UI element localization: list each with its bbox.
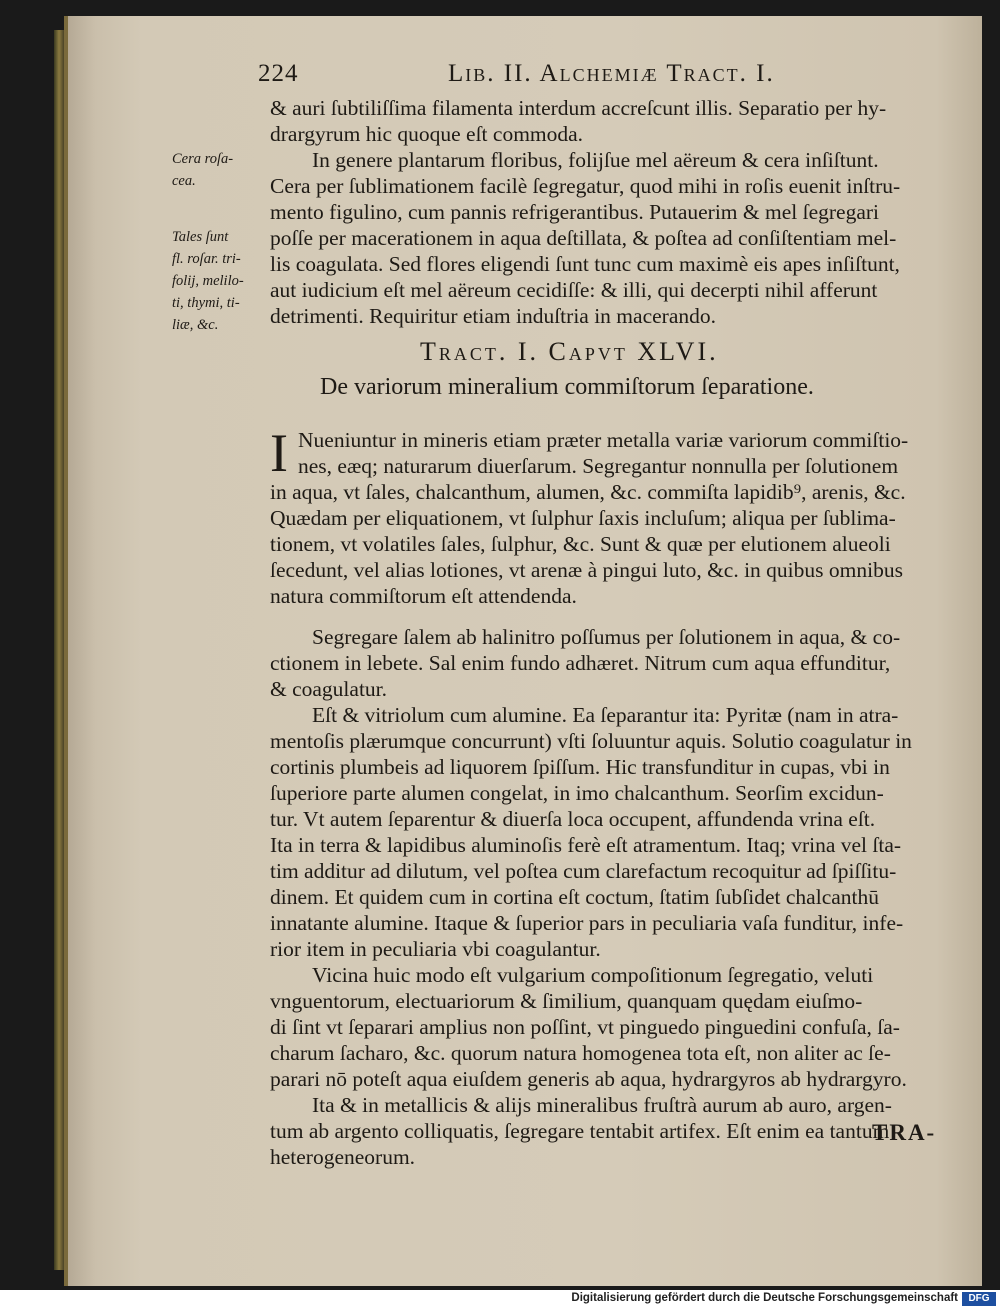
running-title: Lib. II. Alchemiæ Tract. I. xyxy=(448,60,775,87)
text-line: & auri ſubtiliſſima filamenta interdum accreſcunt illis. Separatio per hy- xyxy=(270,96,887,120)
dfg-logo: DFG xyxy=(962,1292,996,1306)
text-line: & coagulatur. xyxy=(270,677,388,701)
text-line: Eſt & vitriolum cum alumine. Ea ſeparantur ita: Pyritæ (nam in atra- xyxy=(312,703,899,727)
footer-credit: Digitalisierung gefördert durch die Deutsche Forschungsgemeinschaft xyxy=(571,1292,958,1304)
text-line: di ſint vt ſeparari amplius non poſſint, vt pinguedo pinguedini confuſa, ſa- xyxy=(270,1015,900,1039)
text-line: in aqua, vt ſales, chalcanthum, alumen, &c. commiſta lapidib⁹, arenis, &c. xyxy=(270,480,906,504)
text-line: detrimenti. Requiritur etiam induſtria in macerando. xyxy=(270,304,716,328)
text-line: Quædam per eliquationem, vt ſulphur ſaxis incluſum; aliqua per ſublima- xyxy=(270,506,896,530)
running-header xyxy=(258,60,958,90)
text-line: nes, eæq; naturarum diuerſarum. Segregantur nonnulla per ſolutionem xyxy=(298,454,899,478)
text-line: tionem, vt volatiles ſales, ſulphur, &c. Sunt & quæ per elutionem alueoli xyxy=(270,532,891,556)
text-line: mentoſis plærumque concurrunt) vſti ſoluuntur aquis. Solutio coagulatur in xyxy=(270,729,912,753)
book-binding-edge xyxy=(54,30,64,1270)
text-line: Segregare ſalem ab halinitro poſſumus per ſolutionem in aqua, & co- xyxy=(312,625,901,649)
text-line: aut iudicium eſt mel aëreum cecidiſſe: & illi, qui decerpti nihil afferunt xyxy=(270,278,878,302)
text-line: ſuperiore parte alumen congelat, in imo chalcanthum. Seorſim excidun- xyxy=(270,781,884,805)
text-line: tur. Vt autem ſeparentur & diuerſa loca occupent, affundenda vrina eſt. xyxy=(270,807,876,831)
chapter-heading: Tract. I. Capvt XLVI. xyxy=(420,337,719,366)
page-number: 224 xyxy=(258,60,299,87)
text-line: In genere plantarum floribus, folijſue mel aëreum & cera inſiſtunt. xyxy=(312,148,879,172)
text-line: poſſe per macerationem in aqua deſtillata, & poſtea ad conſiſtentiam mel- xyxy=(270,226,897,250)
text-line: Ita in terra & lapidibus aluminoſis ferè eſt atramentum. Itaq; vrina vel ſta- xyxy=(270,833,902,857)
text-line: vnguentorum, electuariorum & ſimilium, quanquam quędam eiuſmo- xyxy=(270,989,863,1013)
footer-bar xyxy=(0,1290,1000,1310)
margin-note: Tales ſunt fl. roſar. tri- folij, melilo- ti, thymi, ti- liæ, &c. xyxy=(172,229,244,333)
text-line: Ita & in metallicis & alijs mineralibus fruſtrà aurum ab auro, argen- xyxy=(312,1093,892,1117)
text-line: dinem. Et quidem cum in cortina eſt coctum, ſtatim ſubſidet chalcanthū xyxy=(270,885,880,909)
text-line: innatante alumine. Itaque & ſuperior pars in peculiaria vaſa funditur, infe- xyxy=(270,911,904,935)
text-line: ctionem in lebete. Sal enim fundo adhæret. Nitrum cum aqua effunditur, xyxy=(270,651,891,675)
text-line: heterogeneorum. xyxy=(270,1145,416,1169)
text-line: charum ſacharo, &c. quorum natura homogenea tota eſt, non aliter ac ſe- xyxy=(270,1041,891,1065)
drop-cap: I xyxy=(270,423,288,483)
text-line: mento figulino, cum pannis refrigerantibus. Putauerim & mel ſegregari xyxy=(270,200,880,224)
text-line: lis coagulata. Sed flores eligendi ſunt tunc cum maximè eis apes inſiſtunt, xyxy=(270,252,900,276)
margin-note: Cera roſa- cea. xyxy=(172,151,234,189)
text-line: Cera per ſublimationem facilè ſegregatur, quod mihi in roſis euenit inſtru- xyxy=(270,174,901,198)
text-line: rior item in peculiaria vbi coagulantur. xyxy=(270,937,601,961)
text-line: natura commiſtorum eſt attendenda. xyxy=(270,584,577,608)
catchword: TRA- xyxy=(872,1120,937,1145)
text-line: cortinis plumbeis ad liquorem ſpiſſum. Hic transfunditur in cupas, vbi in xyxy=(270,755,890,779)
text-line: tim additur ad dilutum, vel poſtea cum clarefactum recoquitur ad ſpiſſitu- xyxy=(270,859,897,883)
text-line: Nueniuntur in mineris etiam præter metalla variæ variorum commiſtio- xyxy=(298,428,909,452)
text-line: tum ab argento colliquatis, ſegregare tentabit artifex. Eſt enim ea tantum xyxy=(270,1119,890,1143)
chapter-title: De variorum mineralium commiſtorum ſeparatione. xyxy=(320,374,814,400)
text-line: ſecedunt, vel alias lotiones, vt arenæ à pingui luto, &c. in quibus omnibus xyxy=(270,558,903,582)
text-line: Vicina huic modo eſt vulgarium compoſitionum ſegregatio, veluti xyxy=(312,963,874,987)
text-line: parari nō poteſt aqua eiuſdem generis ab aqua, hydrargyros ab hydrargyro. xyxy=(270,1067,907,1091)
text-line: drargyrum hic quoque eſt commoda. xyxy=(270,122,584,146)
